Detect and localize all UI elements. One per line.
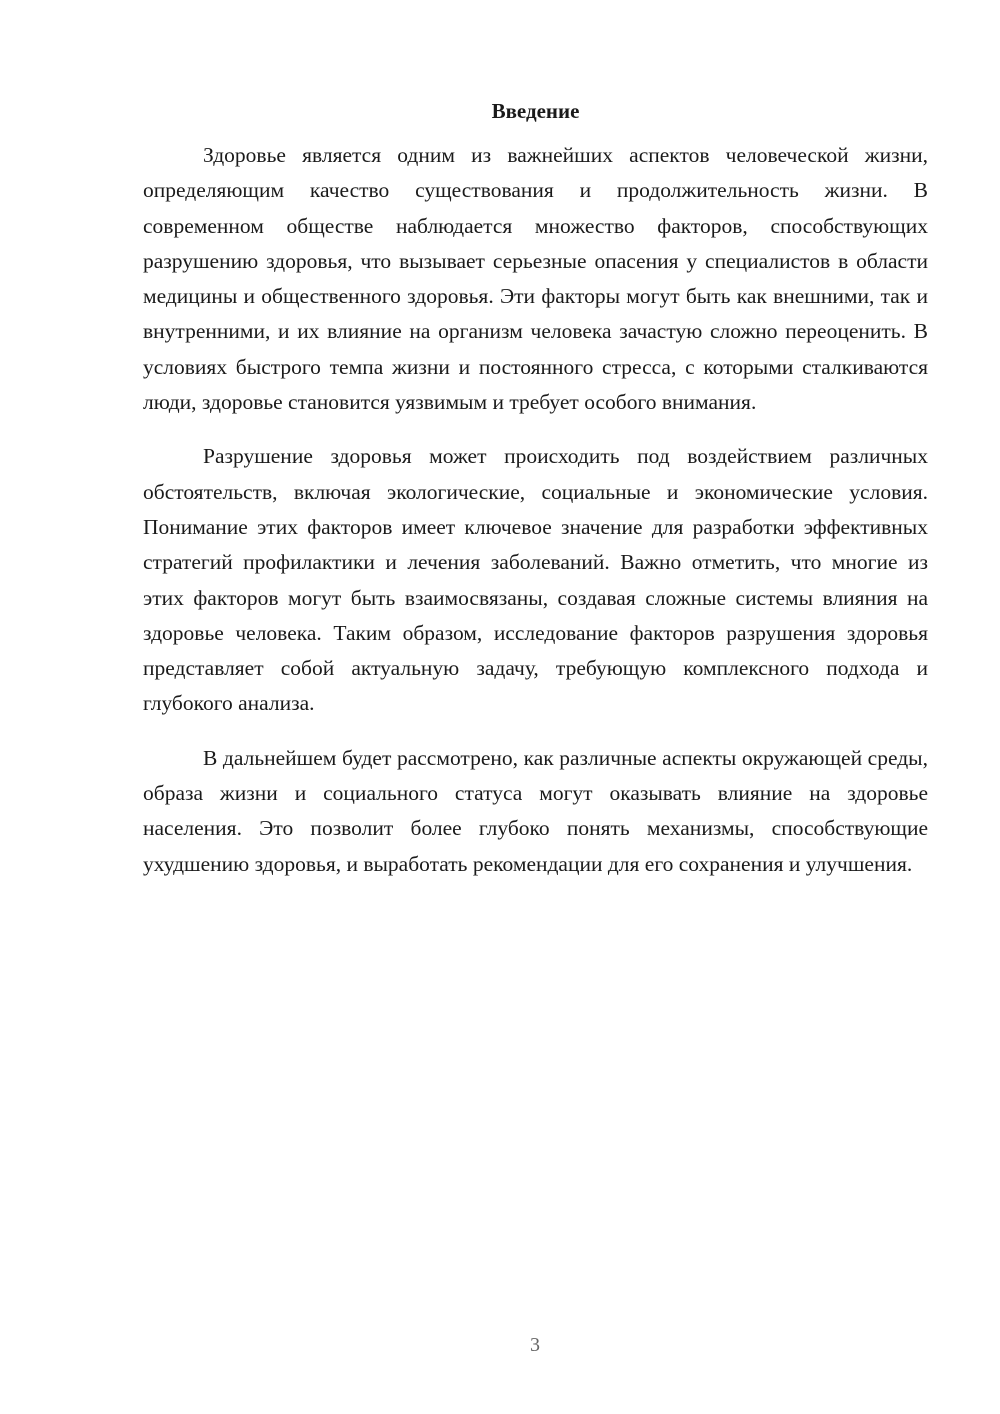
- page-number: 3: [530, 1334, 540, 1356]
- paragraph-1: Здоровье является одним из важнейших аспектов человеческой жизни, определяющим качество существования и продолжительность жизни. В современном обществе наблюдается множество факторов, способствующих разрушению здоровья, что вызывает серьезные опасения у специалистов в области медицины и общественного здоровья. Эти факторы могут быть как внешними, так и внутренними, и их влияние на организм человека зачастую сложно переоценить. В условиях быстрого темпа жизни и постоянного стресса, с которыми сталкиваются люди, здоровье становится уязвимым и требует особого внимания.: [143, 143, 928, 415]
- paragraph-2: Разрушение здоровья может происходить под воздействием различных обстоятельств, включая экологические, социальные и экономические условия. Понимание этих факторов имеет ключевое значение для разработки эффективных стратегий профилактики и лечения заболеваний. Важно отметить, что многие из этих факторов могут быть взаимосвязаны, создавая сложные системы влияния на здоровье человека. Таким образом, исследование факторов разрушения здоровья представляет собой актуальную задачу, требующую комплексного подхода и глубокого анализа.: [143, 444, 928, 716]
- page-content: [143, 96, 928, 901]
- section-title: Введение: [491, 99, 580, 123]
- paragraph-3: В дальнейшем будет рассмотрено, как различные аспекты окружающей среды, образа жизни и социального статуса могут оказывать влияние на здоровье населения. Это позволит более глубоко понять механизмы, способствующие ухудшению здоровья, и выработать рекомендации для его сохранения и улучшения.: [143, 745, 928, 876]
